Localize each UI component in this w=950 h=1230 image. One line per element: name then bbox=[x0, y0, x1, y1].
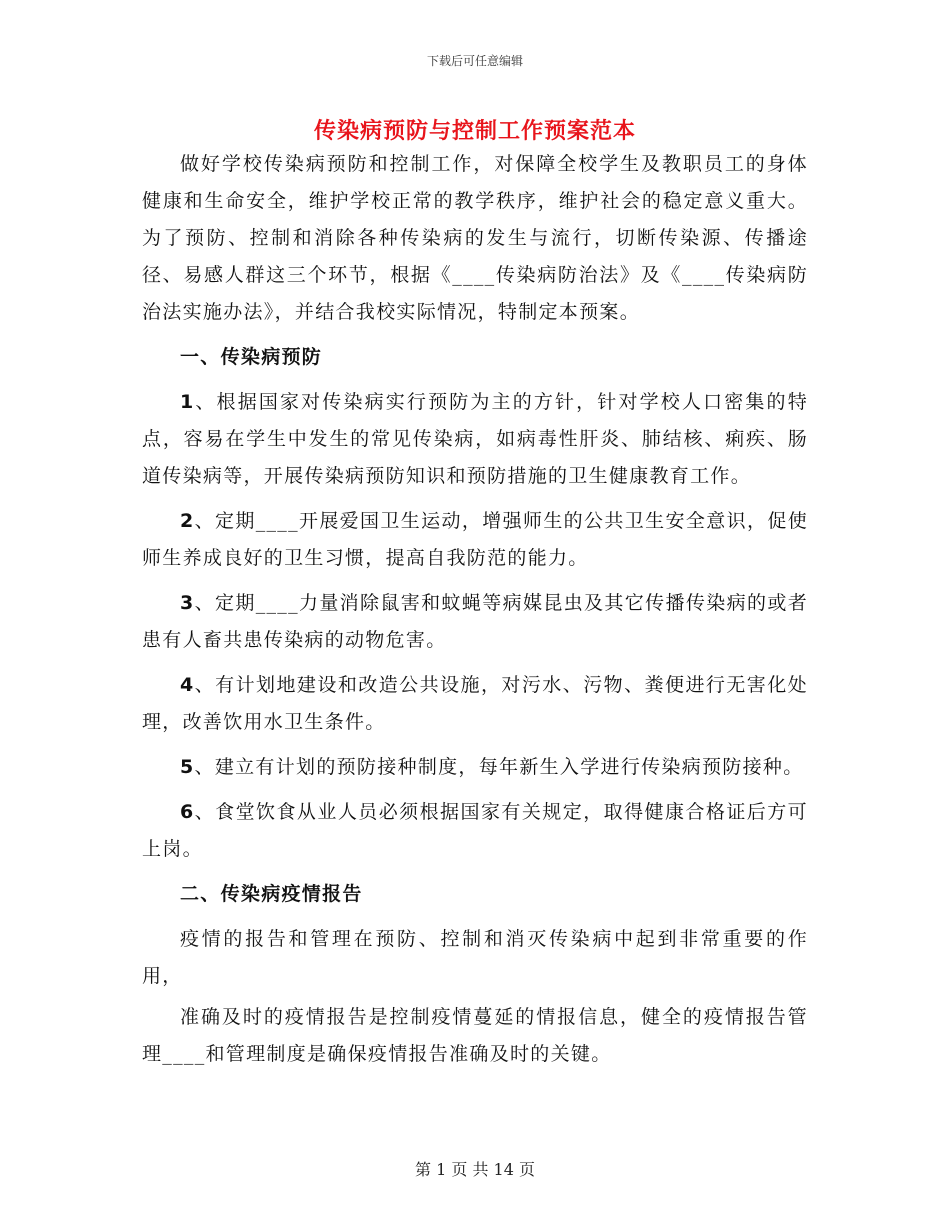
item-number: 2 bbox=[180, 510, 195, 532]
item-text: 、根据国家对传染病实行预防为主的方针，针对学校人口密集的特点，容易在学生中发生的常见传染病，如病毒性肝炎、肺结核、痢疾、肠道传染病等，开展传染病预防知识和预防措施的卫生健康教育工作。 bbox=[142, 391, 808, 487]
item-text: 、建立有计划的预防接种制度，每年新生入学进行传染病预防接种。 bbox=[194, 756, 804, 778]
page-number-footer: 第 1 页 共 14 页 bbox=[415, 1160, 535, 1179]
document-title: 传染病预防与控制工作预案范本 bbox=[313, 118, 636, 144]
list-item bbox=[142, 794, 808, 868]
list-item bbox=[142, 384, 808, 495]
list-item bbox=[142, 667, 808, 741]
reporting-paragraph: 疫情的报告和管理在预防、控制和消灭传染病中起到非常重要的作用， bbox=[142, 928, 808, 987]
section-heading-reporting: 二、传染病疫情报告 bbox=[180, 883, 363, 905]
list-item bbox=[142, 585, 808, 659]
item-number: 5 bbox=[180, 756, 195, 778]
header-note: 下载后可任意编辑 bbox=[426, 54, 523, 68]
intro-paragraph: 做好学校传染病预防和控制工作，对保障全校学生及教职员工的身体健康和生命安全，维护学校正常的教学秩序，维护社会的稳定意义重大。为了预防、控制和消除各种传染病的发生与流行，切断传染源、传播途径、易感人群这三个环节，根据《____传染病防治法》及《____传染病防治法实施办法》，并结合我校实际情况，特制定本预案。 bbox=[142, 153, 808, 323]
item-text: 、有计划地建设和改造公共设施，对污水、污物、粪便进行无害化处理，改善饮用水卫生条件。 bbox=[142, 674, 808, 733]
item-number: 6 bbox=[180, 801, 195, 823]
list-item bbox=[142, 503, 808, 577]
item-text: 、食堂饮食从业人员必须根据国家有关规定，取得健康合格证后方可上岗。 bbox=[142, 801, 808, 860]
item-number: 1 bbox=[180, 391, 195, 413]
reporting-paragraph: 准确及时的疫情报告是控制疫情蔓延的情报信息，健全的疫情报告管理____和管理制度是确保疫情报告准确及时的关键。 bbox=[142, 1006, 808, 1065]
item-text: 、定期____力量消除鼠害和蚊蝇等病媒昆虫及其它传播传染病的或者患有人畜共患传染病的动物危害。 bbox=[142, 592, 808, 651]
document-body bbox=[142, 146, 808, 1081]
item-number: 3 bbox=[180, 592, 195, 614]
item-number: 4 bbox=[180, 674, 195, 696]
section-heading-prevention: 一、传染病预防 bbox=[180, 346, 323, 368]
list-item bbox=[142, 749, 808, 786]
item-text: 、定期____开展爱国卫生运动，增强师生的公共卫生安全意识，促使师生养成良好的卫生习惯，提高自我防范的能力。 bbox=[142, 510, 808, 569]
